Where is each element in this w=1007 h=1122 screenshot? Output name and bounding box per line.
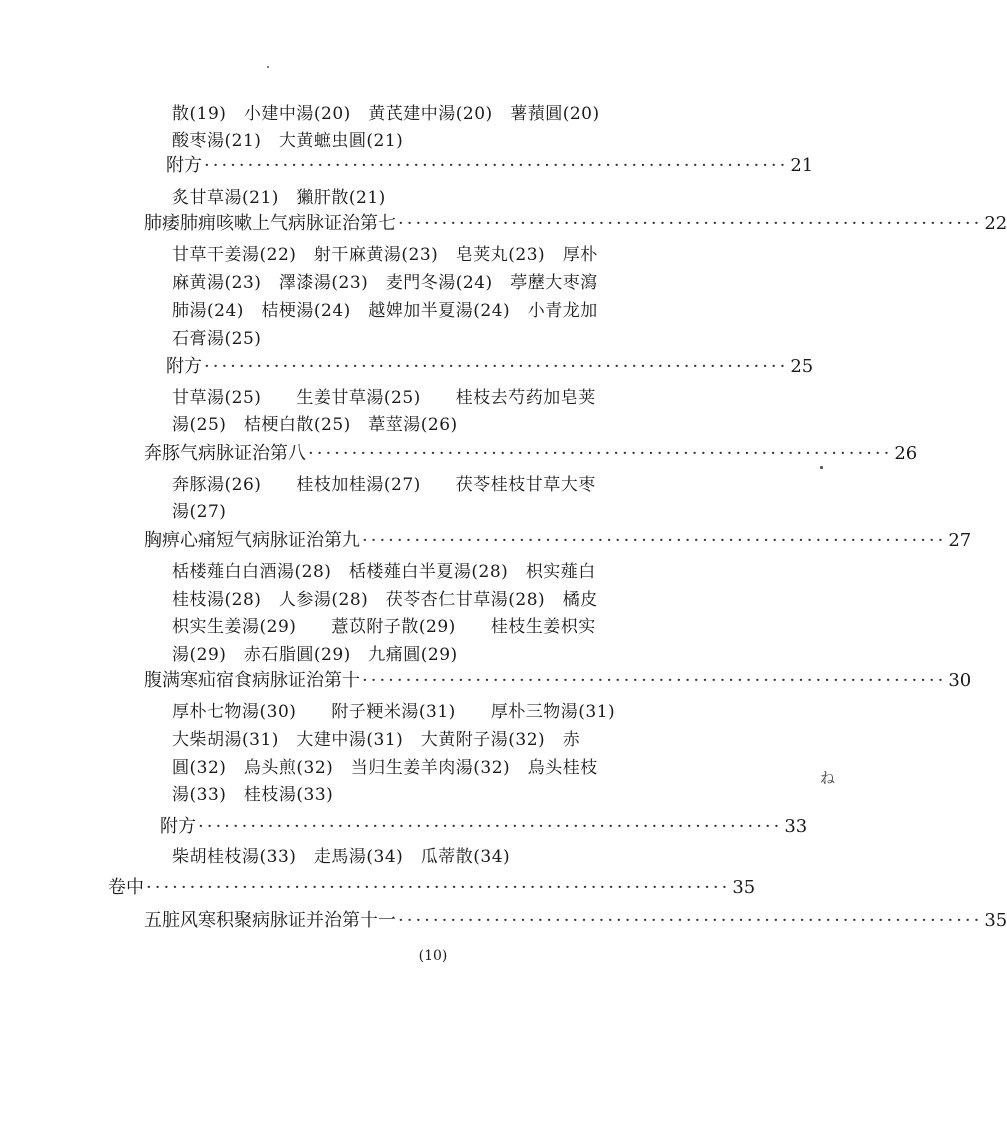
toc-title: 附方: [166, 155, 202, 176]
text-line: 湯(33) 桂枝湯(33): [172, 785, 334, 805]
text-line: 湯(25) 桔梗白散(25) 葦莖湯(26): [172, 415, 458, 435]
text-line: 湯(29) 赤石脂圓(29) 九痛圓(29): [172, 645, 458, 665]
text-line: 栝楼薤白白酒湯(28) 栝楼薤白半夏湯(28) 枳实薤白: [172, 562, 596, 582]
text-line: 麻黄湯(23) 澤漆湯(23) 麦門冬湯(24) 葶藶大枣瀉: [172, 273, 598, 293]
toc-leader: ···································································: [362, 670, 947, 691]
edge-mark: ね: [820, 769, 836, 787]
toc-entry: [108, 875, 756, 901]
toc-leader: ···································································: [308, 443, 893, 464]
text-line: 甘草湯(25) 生姜甘草湯(25) 桂枝去芍药加皂荚: [172, 388, 596, 408]
toc-leader: ···································································: [398, 910, 983, 931]
text-line: 桂枝湯(28) 人参湯(28) 茯苓杏仁甘草湯(28) 橘皮: [172, 590, 598, 610]
text-line: 奔豚湯(26) 桂枝加桂湯(27) 茯苓桂枝甘草大枣: [172, 475, 596, 495]
text-line: 柴胡桂枝湯(33) 走馬湯(34) 瓜蒂散(34): [172, 847, 511, 867]
toc-entry: [166, 153, 814, 179]
toc-entry: [166, 354, 814, 380]
page-number: (10): [418, 948, 448, 964]
toc-leader: ···································································: [362, 530, 947, 551]
toc-title: 附方: [160, 816, 196, 837]
toc-title: 腹满寒疝宿食病脉证治第十: [144, 670, 360, 691]
toc-title: 肺痿肺痈咳嗽上气病脉证治第七: [144, 213, 396, 234]
toc-entry: [144, 668, 972, 694]
toc-page: 35: [984, 910, 1007, 931]
text-line: 石膏湯(25): [172, 329, 262, 349]
toc-entry: [144, 528, 972, 554]
toc-leader: ···································································: [146, 877, 731, 898]
toc-leader: ···································································: [398, 213, 983, 234]
scan-speck: [820, 466, 823, 469]
text-line: 酸枣湯(21) 大黄蟅虫圓(21): [172, 131, 404, 151]
toc-leader: ···································································: [204, 356, 789, 377]
text-line: 枳实生姜湯(29) 薏苡附子散(29) 桂枝生姜枳实: [172, 617, 596, 637]
text-line: 湯(27): [172, 502, 227, 522]
toc-title: 附方: [166, 356, 202, 377]
text-line: 散(19) 小建中湯(20) 黄芪建中湯(20) 薯蕷圓(20): [172, 104, 600, 124]
scan-speck: [267, 66, 269, 68]
text-line: 炙甘草湯(21) 獺肝散(21): [172, 188, 386, 208]
toc-leader: ···································································: [198, 816, 783, 837]
toc-title: 五脏风寒积聚病脉证并治第十一: [144, 910, 396, 931]
toc-page: 33: [784, 816, 808, 837]
toc-title: 奔豚气病脉证治第八: [144, 443, 306, 464]
toc-page: 26: [894, 443, 918, 464]
toc-entry: [144, 441, 918, 467]
toc-page: 30: [948, 670, 972, 691]
toc-page: 25: [790, 356, 814, 377]
text-line: 甘草干姜湯(22) 射干麻黄湯(23) 皂荚丸(23) 厚朴: [172, 245, 598, 265]
toc-leader: ···································································: [204, 155, 789, 176]
text-line: 圓(32) 烏头煎(32) 当归生姜羊肉湯(32) 烏头桂枝: [172, 758, 598, 778]
toc-entry: [160, 814, 808, 840]
text-line: 厚朴七物湯(30) 附子粳米湯(31) 厚朴三物湯(31): [172, 702, 616, 722]
toc-entry: [144, 908, 1007, 934]
toc-page: 35: [732, 877, 756, 898]
toc-page: 27: [948, 530, 972, 551]
toc-title: 卷中: [108, 877, 144, 898]
text-line: 大柴胡湯(31) 大建中湯(31) 大黄附子湯(32) 赤: [172, 730, 581, 750]
toc-page: 21: [790, 155, 814, 176]
toc-title: 胸痹心痛短气病脉证治第九: [144, 530, 360, 551]
toc-entry: [144, 211, 1007, 237]
text-line: 肺湯(24) 桔梗湯(24) 越婢加半夏湯(24) 小青龙加: [172, 301, 598, 321]
toc-page: 22: [984, 213, 1007, 234]
